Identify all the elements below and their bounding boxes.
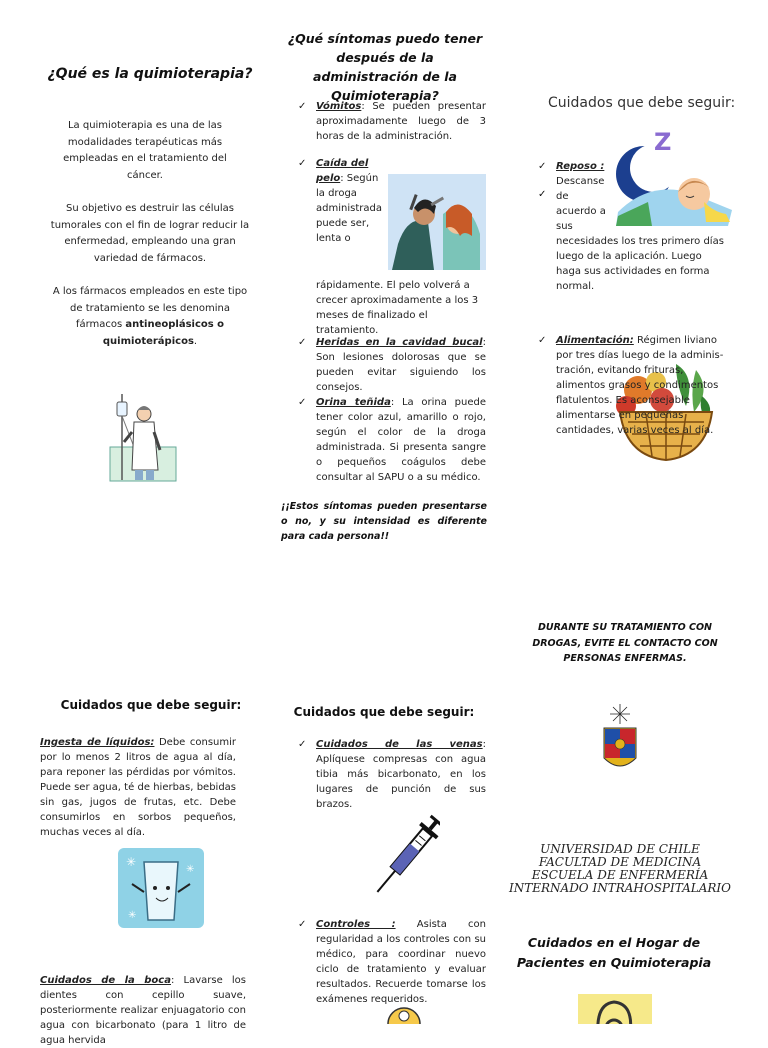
check-icon: ✓ bbox=[538, 189, 547, 200]
check-icon: ✓ bbox=[538, 161, 547, 172]
panel1-bold-term: antineoplásicos o quimioterápicos bbox=[102, 319, 225, 347]
water-glass-icon bbox=[118, 848, 204, 928]
check-icon: ✓ bbox=[298, 337, 307, 348]
panel6-title: Cuidados en el Hogar de Pacientes en Quimioterapia bbox=[516, 935, 712, 970]
panel1-para2: Su objetivo es destruir las células tumorales con el fin de lograr reducir la enfermedad, empleando una gran variedad de fármacos. bbox=[50, 203, 250, 264]
syringe-icon bbox=[370, 814, 440, 904]
institution-line: ESCUELA DE ENFERMERÍA bbox=[531, 868, 709, 882]
svg-text:✳: ✳ bbox=[128, 910, 137, 921]
panel1-title: ¿Qué es la quimioterapia? bbox=[47, 66, 253, 82]
haircut-icon bbox=[388, 174, 486, 274]
check-icon: ✓ bbox=[298, 919, 307, 930]
orina-item: ✓ Orina teñida: La orina puede tener color azul, amarillo o rojo, según el color de la droga administrada. Si presenta sangre o pequeños coágulos debe consultar al SAPU o a su médico. bbox=[298, 397, 486, 483]
institution-block bbox=[500, 843, 740, 895]
panel2-warning: ¡¡Estos síntomas pueden presentarse o no, y su intensidad es diferente para cada persona!! bbox=[281, 501, 487, 542]
panel1-para3: A los fármacos empleados en este tipo de tratamiento se les denomina fármacos antineoplásicos o quimioterápicos. bbox=[52, 286, 248, 347]
boca-item: Cuidados de la boca: Lavarse los dientes con cepillo suave, posteriormente realizar enjuagatorio con agua con bicarbonato (para 1 litro de agua hervida bbox=[40, 975, 246, 1046]
doctor-iv-drip-icon bbox=[108, 392, 178, 487]
panel5-title: Cuidados que debe seguir: bbox=[293, 705, 475, 719]
reposo-item: ✓ Reposo : Descanse de acuerdo a sus necesidades los tres primero días luego de la aplicación. Luego haga sus actividades en forma normal. bbox=[538, 161, 724, 292]
panel3-warning: DURANTE SU TRATAMIENTO CON DROGAS, EVITE EL CONTACTO CON PERSONAS ENFERMAS. bbox=[532, 622, 718, 664]
heridas-item: ✓ Heridas en la cavidad bucal: Son lesiones dolorosas que se pueden evitar siguiendo los consejos. bbox=[298, 337, 486, 393]
institution-line: INTERNADO INTRAHOSPITALARIO bbox=[508, 881, 732, 895]
panel1-para1: La quimioterapia es una de las modalidades terapéuticas más empleadas en el tratamiento del cáncer. bbox=[63, 120, 227, 181]
institution-line: FACULTAD DE MEDICINA bbox=[538, 855, 702, 869]
panel4-title: Cuidados que debe seguir: bbox=[60, 698, 242, 712]
vomitos-item: ✓ Vómitos: Se pueden presentar aproximadamente luego de 3 horas de la administración. bbox=[298, 101, 486, 142]
university-crest-icon bbox=[600, 702, 640, 774]
institution-line: UNIVERSIDAD DE CHILE bbox=[540, 842, 700, 856]
check-icon: ✓ bbox=[298, 397, 307, 408]
svg-text:Z: Z bbox=[654, 128, 672, 156]
alimentacion-item: ✓ Alimentación: Régimen liviano por tres días luego de la adminis-tración, evitando frituras, alimentos grasos y condimentos flatulentos. Es aconsejable alimentarse en pequeñas cantidades, varias veces al día. bbox=[538, 335, 724, 436]
svg-text:✳: ✳ bbox=[126, 855, 137, 869]
svg-text:✳: ✳ bbox=[186, 864, 195, 875]
pelo-item: ✓ Caída del pelo: Según la droga administrada puede ser, lenta o rápidamente. El pelo volverá a crecer aproximadamente a los 3 meses de finalizado el tratamiento. bbox=[316, 156, 486, 338]
liquidos-item: Ingesta de líquidos: Debe consumir por lo menos 2 litros de agua al día, para reponer las pérdidas por vómitos. Puede ser agua, té de hierbas, bebidas sin gas, jugos de frutas, etc. Debe consumirlos en sorbos pequeños, muchas veces al día. bbox=[40, 737, 236, 838]
check-icon: ✓ bbox=[538, 335, 547, 346]
doctor-head-icon bbox=[386, 1006, 422, 1024]
panel3-title: Cuidados que debe seguir: bbox=[548, 95, 736, 111]
controles-item: ✓ Controles : Asista con regularidad a los controles con su médico, para coordinar nuevo ciclo de tratamiento y evaluar resultados. Recuerde tomarse los exámenes requeridos. bbox=[298, 919, 486, 1005]
venas-item: ✓ Cuidados de las venas: Aplíquese compresas con agua tibia más bicarbonato, en los lugares de punción de sus brazos. bbox=[298, 739, 486, 810]
check-icon: ✓ bbox=[298, 739, 307, 750]
check-icon: ✓ bbox=[298, 158, 307, 169]
panel2-title: ¿Qué síntomas puedo tener después de la administración de la Quimioterapia? bbox=[287, 31, 483, 103]
stethoscope-icon bbox=[578, 994, 652, 1024]
check-icon: ✓ bbox=[298, 101, 307, 112]
